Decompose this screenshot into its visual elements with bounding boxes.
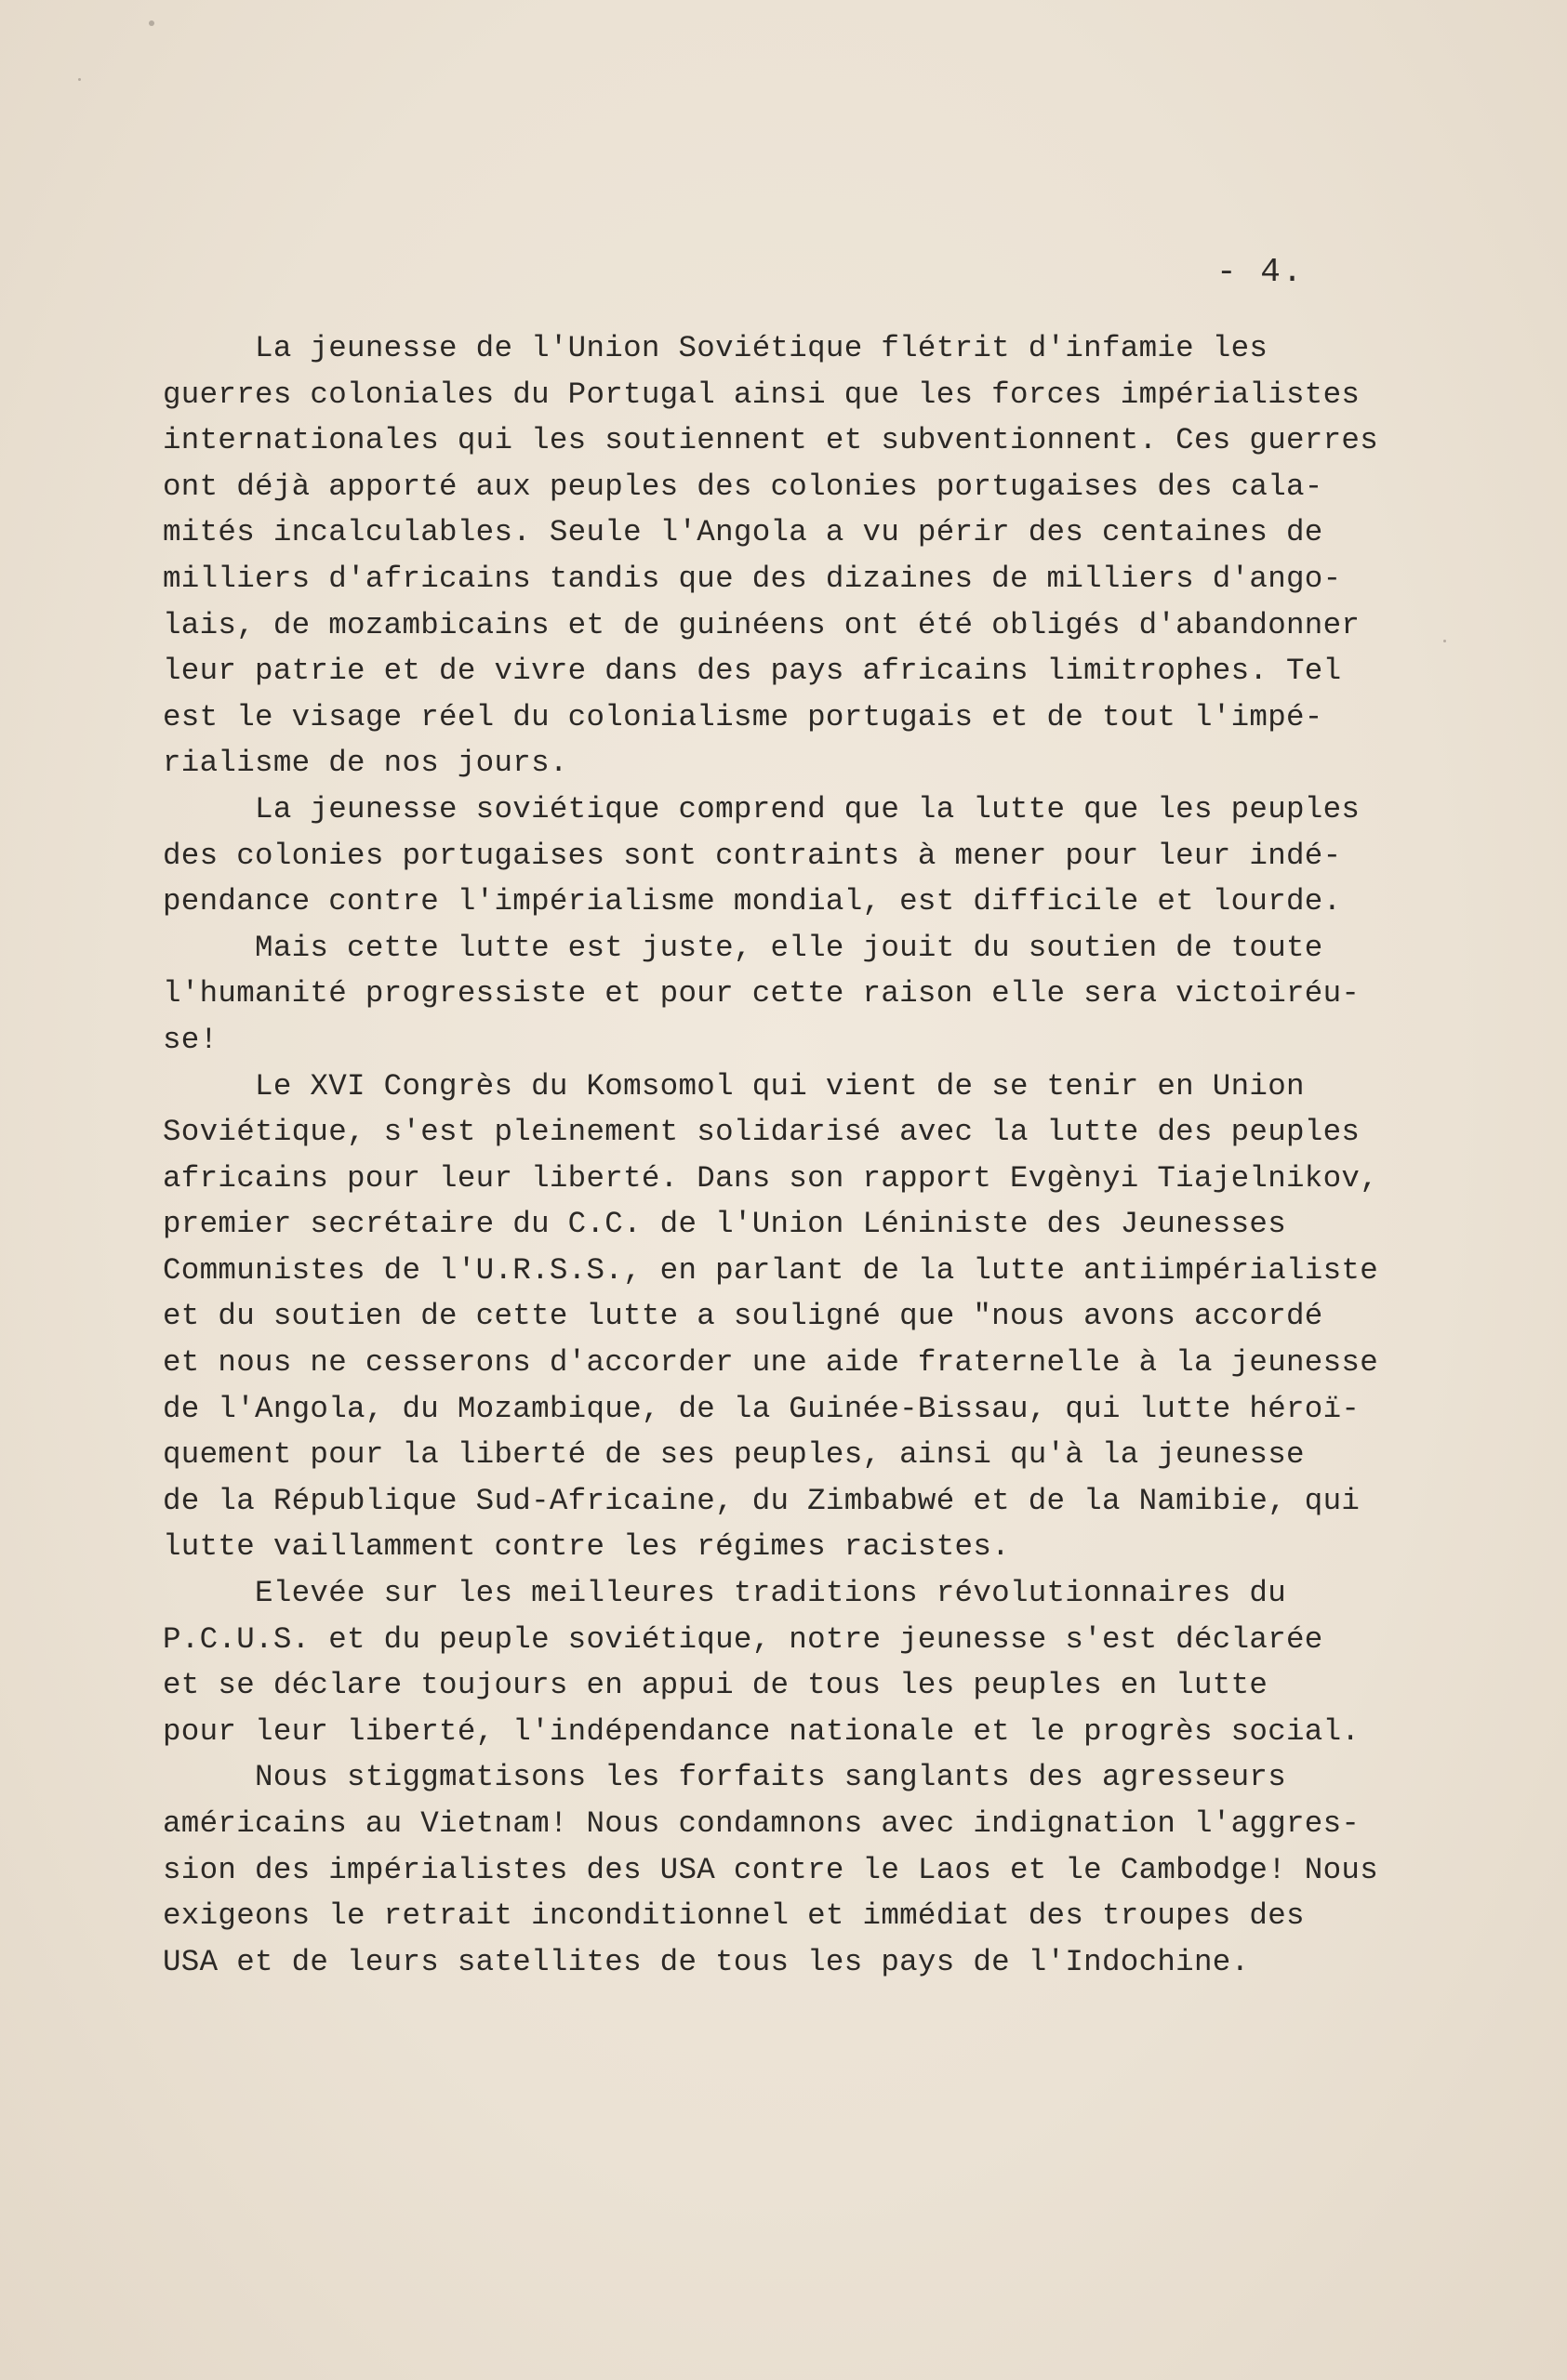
- text-line: et du soutien de cette lutte a souligné que "nous avons accordé: [163, 1299, 1323, 1334]
- text-line: se!: [163, 1022, 219, 1057]
- text-line: africains pour leur liberté. Dans son rapport Evgènyi Tiajelnikov,: [163, 1160, 1379, 1196]
- text-line: ont déjà apporté aux peuples des colonies portugaises des cala-: [163, 469, 1323, 504]
- speck-mark: [78, 78, 81, 81]
- text-line: Nous stiggmatisons les forfaits sanglants des agresseurs: [163, 1760, 1286, 1795]
- text-line: P.C.U.S. et du peuple soviétique, notre jeunesse s'est déclarée: [163, 1621, 1323, 1657]
- text-line: des colonies portugaises sont contraints à mener pour leur indé-: [163, 838, 1342, 873]
- text-line: et nous ne cesserons d'accorder une aide fraternelle à la jeunesse: [163, 1345, 1379, 1381]
- text-line: quement pour la liberté de ses peuples, ainsi qu'à la jeunesse: [163, 1437, 1305, 1473]
- text-line: de la République Sud-Africaine, du Zimbabwé et de la Namibie, qui: [163, 1483, 1361, 1518]
- paragraph: [163, 787, 1437, 1064]
- text-line: Le XVI Congrès du Komsomol qui vient de se tenir en Union: [163, 1068, 1305, 1104]
- text-line: lais, de mozambicains et de guinéens ont été obligés d'abandonner: [163, 607, 1361, 642]
- text-line: Elevée sur les meilleures traditions révolutionnaires du: [163, 1576, 1286, 1611]
- text-line: internationales qui les soutiennent et subventionnent. Ces guerres: [163, 423, 1379, 458]
- text-line: mités incalculables. Seule l'Angola a vu périr des centaines de: [163, 515, 1323, 550]
- paragraph: [163, 325, 1437, 787]
- text-line: pour leur liberté, l'indépendance nationale et le progrès social.: [163, 1713, 1361, 1749]
- text-line: premier secrétaire du C.C. de l'Union Léniniste des Jeunesses: [163, 1207, 1286, 1242]
- text-line: USA et de leurs satellites de tous les pays de l'Indochine.: [163, 1944, 1250, 1979]
- text-line: milliers d'africains tandis que des dizaines de milliers d'ango-: [163, 561, 1342, 596]
- text-line: est le visage réel du colonialisme portugais et de tout l'impé-: [163, 699, 1323, 734]
- text-line: Soviétique, s'est pleinement solidarisé avec la lutte des peuples: [163, 1115, 1361, 1150]
- text-line: rialisme de nos jours.: [163, 746, 568, 781]
- speck-mark: [149, 20, 154, 26]
- text-line: l'humanité progressiste et pour cette raison elle sera victoiréu-: [163, 976, 1361, 1012]
- text-line: de l'Angola, du Mozambique, de la Guinée-Bissau, qui lutte héroï-: [163, 1391, 1361, 1426]
- text-line: sion des impérialistes des USA contre le Laos et le Cambodge! Nous: [163, 1852, 1379, 1887]
- text-line: Mais cette lutte est juste, elle jouit du soutien de toute: [163, 930, 1323, 965]
- text-line: américains au Vietnam! Nous condamnons avec indignation l'aggres-: [163, 1806, 1361, 1841]
- paragraph: [163, 1064, 1437, 1571]
- body-text: [163, 325, 1437, 1985]
- text-line: La jeunesse soviétique comprend que la lutte que les peuples: [163, 791, 1361, 826]
- speck-mark: [1443, 640, 1446, 642]
- text-line: lutte vaillamment contre les régimes racistes.: [163, 1529, 1010, 1565]
- text-line: et se déclare toujours en appui de tous les peuples en lutte: [163, 1668, 1268, 1703]
- page-number: - 4.: [1216, 253, 1305, 291]
- text-line: exigeons le retrait inconditionnel et immédiat des troupes des: [163, 1898, 1305, 1934]
- text-line: Communistes de l'U.R.S.S., en parlant de la lutte antiimpérialiste: [163, 1252, 1379, 1288]
- text-line: guerres coloniales du Portugal ainsi que les forces impérialistes: [163, 377, 1361, 412]
- text-line: La jeunesse de l'Union Soviétique flétrit d'infamie les: [163, 331, 1268, 365]
- paragraph: [163, 1570, 1437, 1985]
- text-line: leur patrie et de vivre dans des pays africains limitrophes. Tel: [163, 654, 1342, 689]
- text-line: pendance contre l'impérialisme mondial, est difficile et lourde.: [163, 884, 1342, 919]
